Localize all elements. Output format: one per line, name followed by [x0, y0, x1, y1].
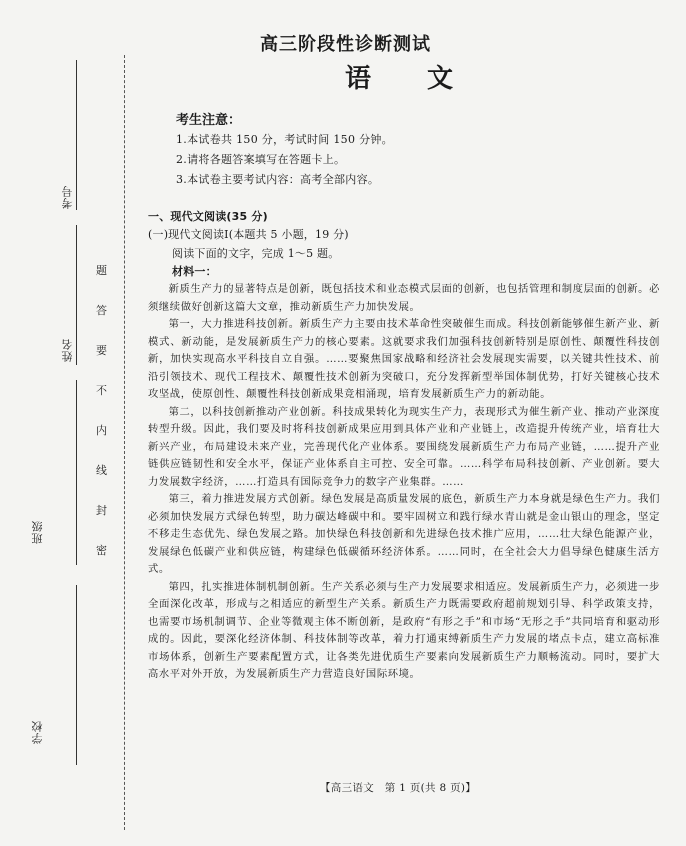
section-heading: 一、现代文阅读(35 分): [148, 210, 268, 223]
notice-title: 考生注意：: [176, 113, 242, 128]
passage-paragraph: 新质生产力的显著特点是创新，既包括技术和业态模式层面的创新，也包括管理和制度层面的创新。必须继续做好创新这篇大文章，推动新质生产力加快发展。: [148, 283, 660, 313]
notice-item: 3.本试卷主要考试内容：高考全部内容。: [176, 173, 380, 186]
passage-paragraph: 第三，着力推进发展方式创新。绿色发展是高质量发展的底色，新质生产力本身就是绿色生产力。我们必须加快发展方式绿色转型，助力碳达峰碳中和。要牢固树立和践行绿水青山就是金山银山的理念，坚定不移走生态优先、绿色发展之路。加快绿色科技创新和先进绿色技术推广应用，……壮大绿色能源产业，发展绿色低碳产业和供应链，构建绿色低碳循环经济体系。……同时，在全社会大力倡导绿色健康生活方式。: [148, 493, 660, 575]
exam-subject: 语文: [345, 64, 510, 94]
seal-char: 内: [96, 424, 107, 437]
exam-number-blank: [76, 60, 77, 210]
subsection-heading: (一)现代文阅读Ⅰ(本题共 5 小题，19 分): [148, 228, 349, 241]
seal-char: 线: [96, 464, 107, 477]
seal-char: 答: [96, 304, 107, 317]
page-footer: 【高三语文 第 1 页(共 8 页)】: [320, 782, 477, 794]
exam-number-label: 考号: [61, 185, 74, 209]
passage-paragraph: 第一，大力推进科技创新。新质生产力主要由技术革命性突破催生而成。科技创新能够催生新产业、新模式、新动能，是发展新质生产力的核心要素。这就要求我们加强科技创新特别是原创性、颠覆性科技创新，加快实现高水平科技自立自强。……要聚焦国家战略和经济社会发展现实需要，以关键共性技术、前沿引领技术、现代工程技术、颠覆性技术创新为突破口，充分发挥新型举国体制优势，打好关键核心技术攻坚战，使原创性、颠覆性科技创新成果竞相涌现，培育发展新质生产力的新动能。: [148, 318, 660, 400]
school-blank: [76, 585, 77, 765]
reading-instruction: 阅读下面的文字，完成 1～5 题。: [172, 247, 340, 260]
seal-dashed-line: [124, 55, 125, 830]
notice-item: 1.本试卷共 150 分，考试时间 150 分钟。: [176, 133, 393, 146]
class-blank: [76, 380, 77, 565]
school-label: 学校: [31, 720, 44, 744]
exam-title: 高三阶段性诊断测试: [260, 34, 431, 55]
seal-char: 要: [96, 344, 107, 357]
name-label: 姓名: [61, 338, 74, 362]
seal-char: 题: [96, 264, 107, 277]
seal-char: 不: [96, 384, 107, 397]
reading-passage: [148, 281, 660, 684]
class-label: 班级: [31, 520, 44, 544]
passage-paragraph: 第二，以科技创新推动产业创新。科技成果转化为现实生产力，表现形式为催生新产业、推动产业深度转型升级。因此，我们要及时将科技创新成果应用到具体产业和产业链上，改造提升传统产业，培育壮大新兴产业，布局建设未来产业，完善现代化产业体系。要围绕发展新质生产力布局产业链，……提升产业链供应链韧性和安全水平，保证产业体系自主可控、安全可靠。……科学布局科技创新、产业创新。要大力发展数字经济，……打造具有国际竞争力的数字产业集群。……: [148, 405, 660, 488]
seal-char: 密: [96, 544, 107, 557]
passage-paragraph: 第四，扎实推进体制机制创新。生产关系必须与生产力发展要求相适应。发展新质生产力，必须进一步全面深化改革，形成与之相适应的新型生产关系。新质生产力既需要政府超前规划引导、科学政策支持，也需要市场机制调节、企业等微观主体不断创新，是政府“有形之手”和市场“无形之手”共同培育和驱动形成的。因此，要深化经济体制、科技体制等改革，着力打通束缚新质生产力发展的堵点卡点，建立高标准市场体系，创新生产要素配置方式，让各类先进优质生产要素向发展新质生产力顺畅流动。同时，要扩大高水平对外开放，为发展新质生产力营造良好国际环境。: [148, 580, 660, 680]
seal-char: 封: [96, 504, 107, 517]
material-label: 材料一：: [172, 265, 217, 278]
name-blank: [76, 225, 77, 365]
notice-item: 2.请将各题答案填写在答题卡上。: [176, 153, 346, 166]
